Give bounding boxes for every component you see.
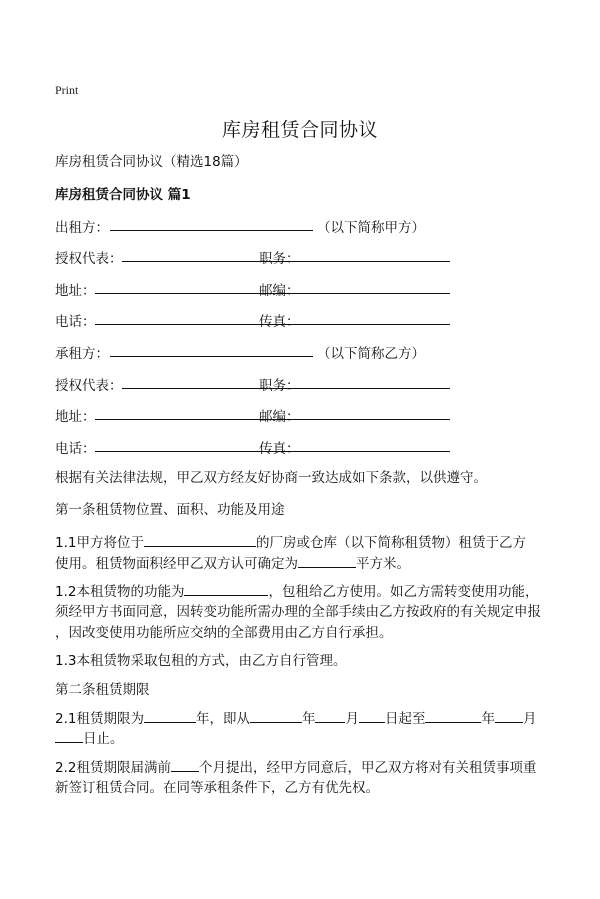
lessee-label: 承租方： [55, 346, 109, 362]
lessor-address-row [55, 279, 550, 299]
clause-1-2-line3: ，因改变使用功能所应交纳的全部费用由乙方自行承担。 [55, 625, 393, 641]
postcode-label: 邮编： [259, 409, 300, 425]
lessor-rep-row [55, 247, 550, 267]
fax-label: 传真： [259, 441, 300, 457]
lessee-address-row [55, 405, 550, 425]
clause-text: 年，即从 [195, 711, 250, 727]
article2-heading: 第二条租赁期限 [55, 682, 150, 698]
lessee-row [55, 342, 550, 362]
phone-label: 电话： [55, 441, 96, 457]
position-blank [300, 261, 450, 262]
clause-text: 平方米。 [356, 556, 410, 572]
subtitle: 库房租赁合同协议（精选18篇） [55, 154, 248, 170]
end-day-blank [55, 728, 83, 743]
clause-text: 1.1甲方将位于 [55, 535, 144, 551]
lessor-note: （以下简称甲方） [317, 220, 425, 236]
clause-1-2-line1 [55, 581, 538, 602]
article1-heading: 第一条租赁物位置、面积、功能及用途 [55, 502, 285, 518]
clause-text: 个月提出，经甲方同意后，甲乙双方将对有关租赁事项重 [198, 760, 537, 776]
clause-text: 的厂房或仓库（以下简称租赁物）租赁于乙方 [255, 535, 526, 551]
lessor-row [55, 216, 550, 236]
clause-2-1-line1 [55, 708, 536, 729]
lessor-phone-row [55, 310, 550, 330]
address-label: 地址： [55, 409, 96, 425]
clause-text: 2.1租赁期限为 [55, 711, 144, 727]
lessee-note: （以下简称乙方） [317, 346, 425, 362]
start-day-blank [359, 708, 385, 723]
lessee-phone-row [55, 437, 550, 457]
function-blank [184, 581, 268, 596]
address-label: 地址： [55, 283, 96, 299]
clause-text: 月 [345, 711, 359, 727]
location-blank [144, 532, 256, 547]
fax-label: 传真： [259, 314, 300, 330]
clause-1-1-line2 [55, 553, 410, 574]
postcode-blank [300, 293, 450, 294]
fax-blank [300, 324, 450, 325]
postcode-blank [300, 419, 450, 420]
clause-text: 月 [522, 711, 537, 727]
clause-1-1-line1 [55, 532, 526, 553]
clause-text: 2.2租赁期限届满前 [55, 760, 171, 776]
section-heading: 库房租赁合同协议 篇1 [55, 187, 191, 203]
position-label: 职务： [259, 378, 300, 394]
months-blank [171, 757, 199, 772]
clause-2-2-line2: 新签订租赁合同。在同等承租条件下，乙方有优先权。 [55, 780, 379, 796]
clause-text: 1.2本租赁物的功能为 [55, 584, 185, 600]
clause-text: 年 [301, 711, 316, 727]
rep-label: 授权代表： [55, 251, 123, 267]
clause-text: 日起至 [384, 711, 426, 727]
clause-1-3: 1.3本租赁物采取包租的方式，由乙方自行管理。 [55, 653, 347, 669]
position-blank [300, 388, 450, 389]
clause-2-1-line2 [55, 728, 124, 749]
lessor-label: 出租方： [55, 220, 109, 236]
position-label: 职务： [259, 251, 300, 267]
lessee-blank [110, 356, 313, 357]
lessee-rep-row [55, 374, 550, 394]
clause-text: 日止。 [83, 731, 124, 747]
page-title: 库房租赁合同协议 [221, 119, 378, 141]
end-month-blank [495, 708, 523, 723]
area-blank [298, 553, 356, 568]
clause-text: ，包租给乙方使用。如乙方需转变使用功能， [268, 584, 539, 600]
fax-blank [300, 451, 450, 452]
clause-text: 使用。租赁物面积经甲乙双方认可确定为 [55, 556, 298, 572]
clause-text: 年 [481, 711, 495, 727]
clause-2-2-line1 [55, 757, 536, 778]
start-month-blank [315, 708, 345, 723]
end-year-blank [425, 708, 481, 723]
start-year-blank [250, 708, 302, 723]
clause-1-2-line2: 须经甲方书面同意，因转变功能所需办理的全部手续由乙方按政府的有关规定申报 [55, 604, 541, 620]
term-years-blank [144, 708, 196, 723]
intro-paragraph: 根据有关法律法规，甲乙双方经友好协商一致达成如下条款，以供遵守。 [55, 470, 487, 486]
phone-label: 电话： [55, 314, 96, 330]
postcode-label: 邮编： [259, 283, 300, 299]
lessor-blank [110, 230, 313, 231]
print-label: Print [55, 83, 79, 97]
rep-label: 授权代表： [55, 378, 123, 394]
